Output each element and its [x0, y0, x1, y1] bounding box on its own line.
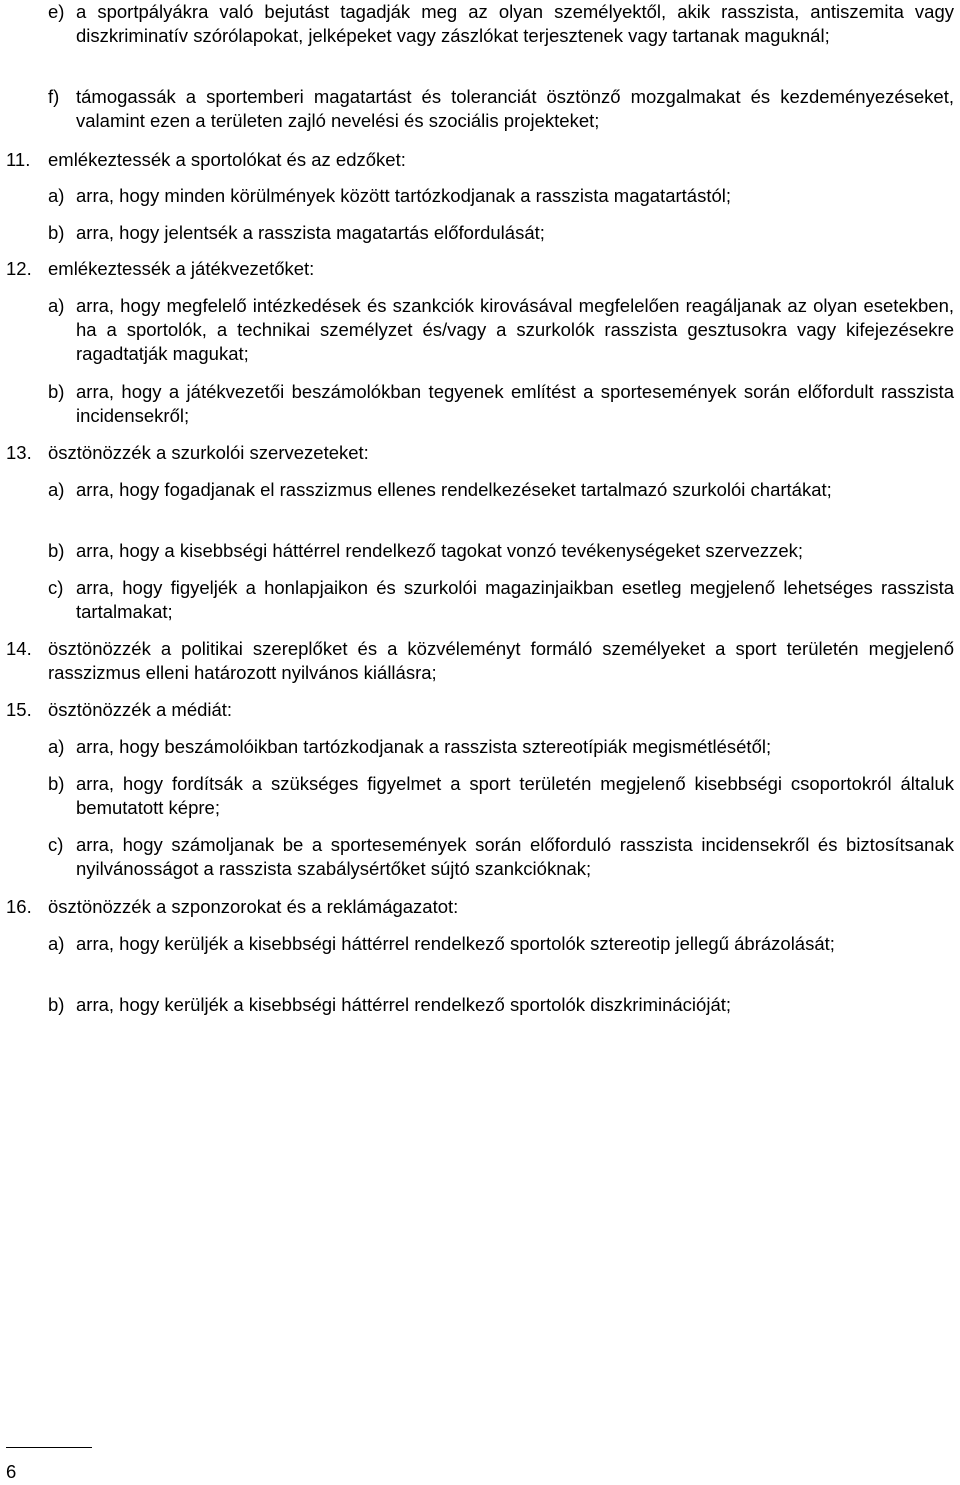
- item-text: emlékeztessék a játékvezetőket:: [48, 258, 315, 279]
- list-item-15a: [48, 735, 954, 759]
- item-label: b): [48, 540, 65, 561]
- item-text: arra, hogy a játékvezetői beszámolókban tegyenek említést a sportesemények során előfordult rasszista incidensekről;: [76, 381, 954, 426]
- item-label: a): [48, 295, 65, 316]
- list-item-13b: [48, 539, 954, 563]
- item-label: f): [48, 86, 60, 107]
- numbered-item-13: [6, 441, 954, 465]
- page-number: 6: [6, 1461, 17, 1482]
- item-text: támogassák a sportemberi magatartást és toleranciát ösztönző mozgalmakat és kezdeményezéseket, valamint ezen a területen zajló nevelési és szociális projekteket;: [76, 86, 954, 131]
- item-number: 14.: [6, 638, 32, 659]
- list-item-13a: [48, 478, 954, 502]
- footer-divider: [6, 1447, 92, 1448]
- item-text: emlékeztessék a sportolókat és az edzőket:: [48, 149, 406, 170]
- item-label: b): [48, 994, 65, 1015]
- item-number: 16.: [6, 896, 32, 917]
- numbered-item-15: [6, 698, 954, 722]
- list-item-15b: [48, 772, 954, 820]
- item-label: b): [48, 773, 65, 794]
- item-label: b): [48, 222, 65, 243]
- item-label: c): [48, 834, 64, 855]
- item-number: 15.: [6, 699, 32, 720]
- item-text: arra, hogy jelentsék a rasszista magatartás előfordulását;: [76, 222, 545, 243]
- item-label: c): [48, 577, 64, 598]
- list-item-16b: [48, 993, 954, 1017]
- numbered-item-14: [6, 637, 954, 685]
- item-text: arra, hogy figyeljék a honlapjaikon és szurkolói magazinjaikban esetleg megjelenő lehetséges rasszista tartalmakat;: [76, 577, 954, 622]
- item-text: a sportpályákra való bejutást tagadják meg az olyan személyektől, akik rasszista, antiszemita vagy diszkriminatív szórólapokat, jelképeket vagy zászlókat terjesztenek vagy tartanak maguknál;: [76, 1, 954, 46]
- item-text: ösztönözzék a médiát:: [48, 699, 233, 720]
- item-text: arra, hogy fordítsák a szükséges figyelmet a sport területén megjelenő kisebbségi csoportokról általuk bemutatott képre;: [76, 773, 954, 818]
- list-item-15c: [48, 833, 954, 881]
- list-item-12b: [48, 380, 954, 428]
- list-item-13c: [48, 576, 954, 624]
- list-item-e: [48, 0, 954, 48]
- item-number: 13.: [6, 442, 32, 463]
- list-item-12a: [48, 294, 954, 366]
- list-item-16a: [48, 932, 954, 956]
- item-text: ösztönözzék a szurkolói szervezeteket:: [48, 442, 369, 463]
- item-text: arra, hogy beszámolóikban tartózkodjanak a rasszista sztereotípiák megismétlésétől;: [76, 736, 772, 757]
- item-number: 11.: [6, 149, 31, 170]
- item-text: arra, hogy fogadjanak el rasszizmus ellenes rendelkezéseket tartalmazó szurkolói chartákat;: [76, 479, 832, 500]
- item-label: a): [48, 479, 65, 500]
- numbered-item-12: [6, 257, 954, 281]
- list-item-11b: [48, 221, 954, 245]
- numbered-item-16: [6, 895, 954, 919]
- item-text: arra, hogy kerüljék a kisebbségi háttérrel rendelkező sportolók diszkriminációját;: [76, 994, 732, 1015]
- item-text: ösztönözzék a politikai szereplőket és a közvéleményt formáló személyeket a sport területén megjelenő rasszizmus elleni határozott nyilvános kiállásra;: [48, 638, 954, 683]
- item-number: 12.: [6, 258, 32, 279]
- list-item-f: [48, 85, 954, 133]
- item-label: a): [48, 736, 65, 757]
- numbered-item-11: [6, 148, 954, 172]
- item-text: arra, hogy kerüljék a kisebbségi háttérrel rendelkező sportolók sztereotip jellegű ábrázolását;: [76, 933, 835, 954]
- item-text: arra, hogy megfelelő intézkedések és szankciók kirovásával megfelelően reagáljanak az olyan esetekben, ha a sportolók, a technikai személyzet és/vagy a szurkolók rasszista gesztusokra vagy kifejezésekre ragadtatják magukat;: [76, 295, 954, 364]
- item-label: a): [48, 185, 65, 206]
- item-text: arra, hogy minden körülmények között tartózkodjanak a rasszista magatartástól;: [76, 185, 732, 206]
- item-label: a): [48, 933, 65, 954]
- item-text: arra, hogy számoljanak be a sportesemények során előforduló rasszista incidensekről és biztosítsanak nyilvánosságot a rasszista szabálysértőket sújtó szankcióknak;: [76, 834, 954, 879]
- item-text: ösztönözzék a szponzorokat és a reklámágazatot:: [48, 896, 459, 917]
- list-item-11a: [48, 184, 954, 208]
- item-label: e): [48, 1, 65, 22]
- item-text: arra, hogy a kisebbségi háttérrel rendelkező tagokat vonzó tevékenységeket szervezzek;: [76, 540, 804, 561]
- item-label: b): [48, 381, 65, 402]
